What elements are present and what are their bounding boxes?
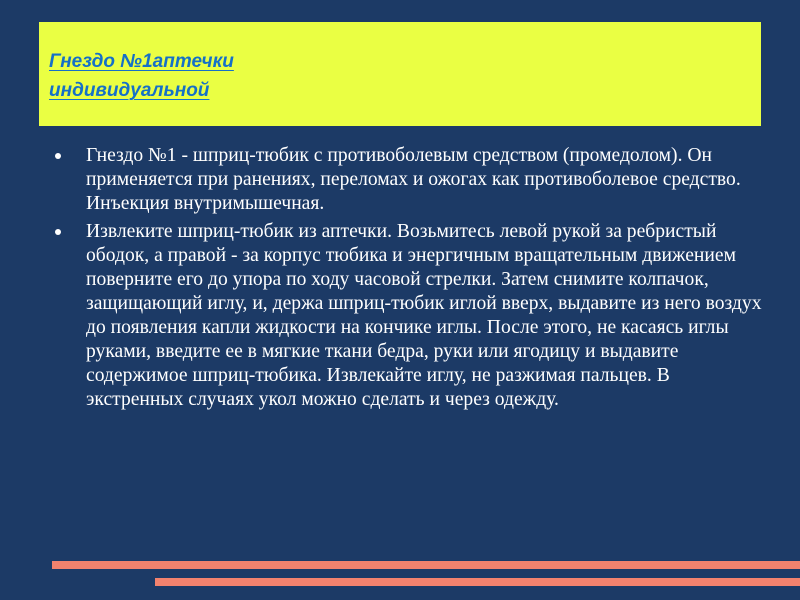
bullet-dot-icon bbox=[55, 229, 61, 235]
bullet-dot-icon bbox=[55, 153, 61, 159]
decorative-stripe-bottom bbox=[155, 578, 800, 586]
bullet-text-2: Извлеките шприц-тюбик из аптечки. Возьмитесь левой рукой за ребристый ободок, а правой - за корпус тюбика и энергичным вращательным движением поверните его до упора по ходу часовой стрелки. Затем снимите колпачок, защищающий иглу, и, держа шприц-тюбик иглой вверх, выдавите из него воздух до появления капли жидкости на кончике иглы. После этого, не касаясь иглы руками, введите ее в мягкие ткани бедра, руки или ягодицу и выдавите содержимое шприц-тюбика. Извлекайте иглу, не разжимая пальцев. В экстренных случаях укол можно сделать и через одежду. bbox=[86, 221, 762, 410]
title-box bbox=[39, 22, 761, 126]
bullet-text-1: Гнездо №1 - шприц-тюбик с противоболевым средством (промедолом). Он применяется при ранениях, переломах и ожогах как противоболевое средство. Инъекция внутримышечная. bbox=[86, 145, 741, 214]
bullet-item-2 bbox=[52, 220, 762, 412]
slide-title-line-1: Гнездо №1аптечки bbox=[49, 51, 234, 72]
bullet-item-1 bbox=[52, 144, 762, 216]
decorative-stripe-top bbox=[52, 561, 800, 569]
bullet-list bbox=[52, 144, 762, 416]
slide-title-line-2: индивидуальной bbox=[49, 80, 210, 101]
